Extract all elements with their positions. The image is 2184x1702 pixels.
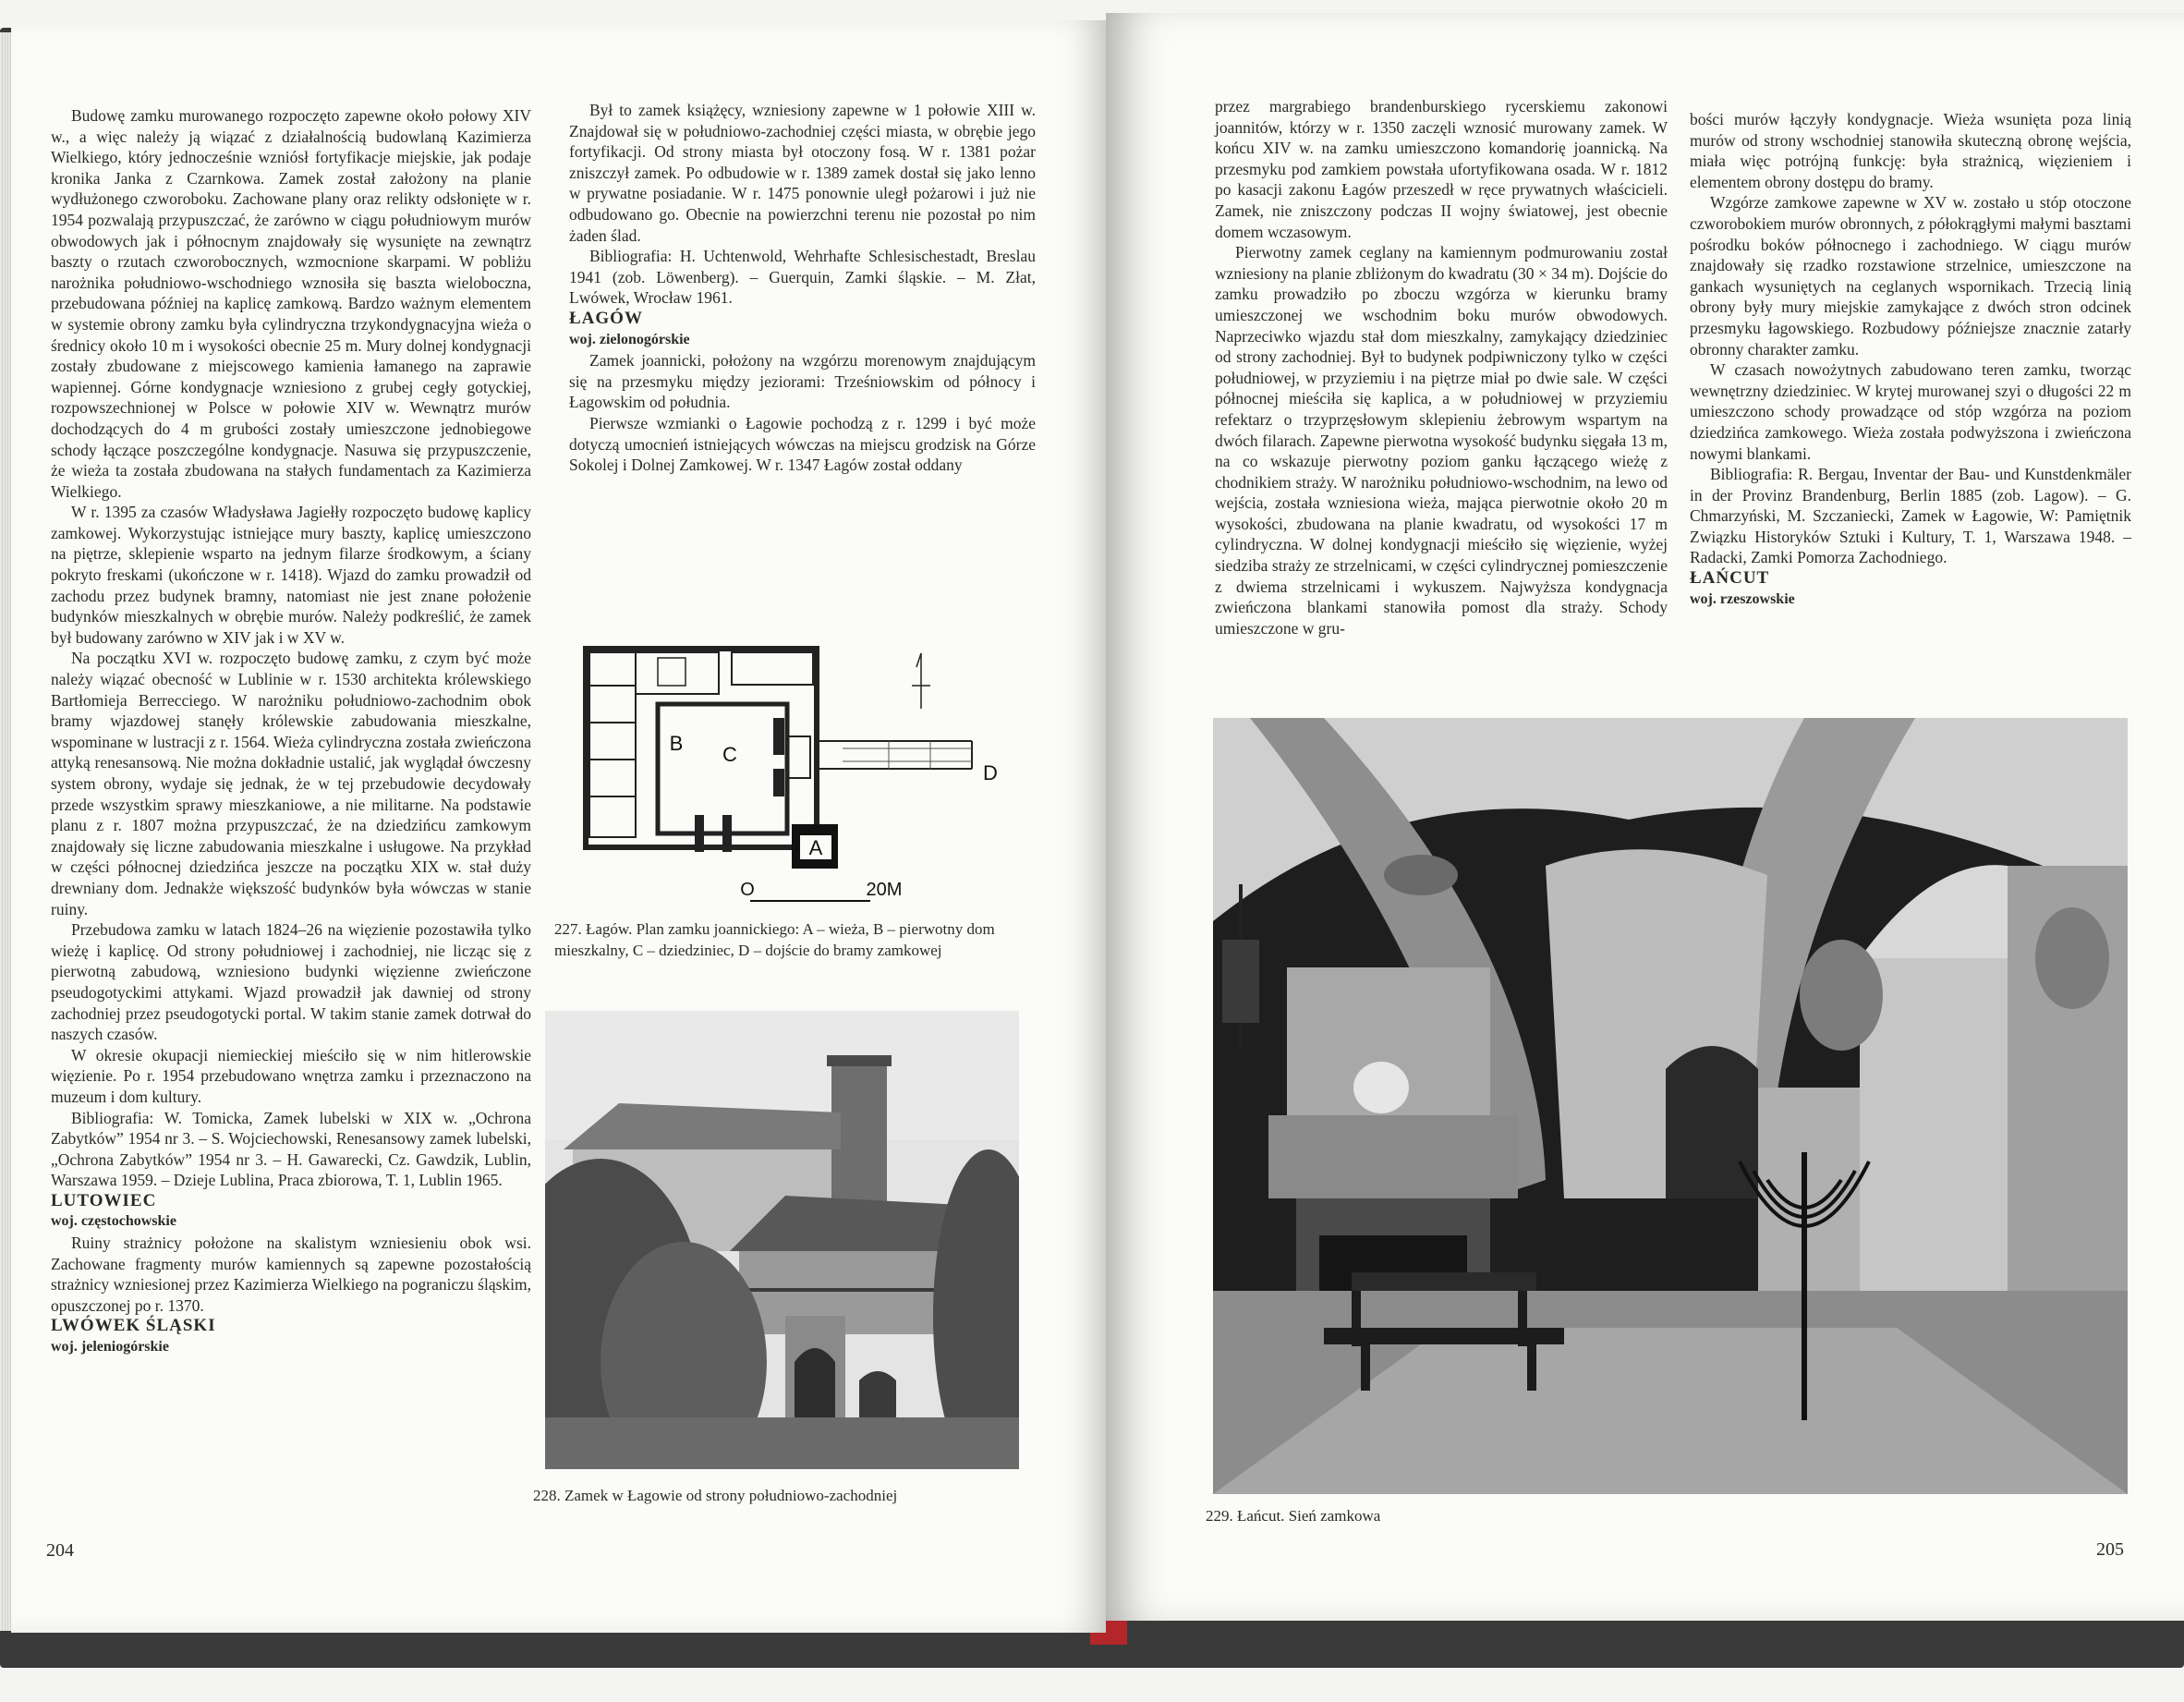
right-page-column-2: [1690, 109, 2131, 610]
scale-label: 20M: [866, 880, 903, 900]
figure-caption-228: 228. Zamek w Łagowie od strony południowo-zachodniej: [533, 1487, 898, 1504]
paragraph: Pierwotny zamek ceglany na kamiennym podmurowaniu został wzniesiony na planie zbliżonym do kwadratu (30 × 34 m). Dojście do zamku prowadziło po zboczu wzgórza w kierunku bramy umieszczonej we wschodnim boku murów obwodowych. Naprzeciwko wjazdu stał dom mieszkalny, zamykający dziedziniec od strony zachodniej. Był to budynek podpiwniczony tylko w części południowej, w przyziemiu i na piętrze miał po dwie sale. W części północnej mieściła się kaplica, a w południowej w przyziemiu refektarz o trzyprzęsłowym sklepieniu żebrowym wspartym na dwóch filarach. Zapewne pierwotna wysokość budynku sięgała 13 m, na co wskazuje pierwotny poziom ganku łączącego wieżę z chodnikiem straży. W narożniku południowo-wschodnim, na lewo od wejścia, została wzniesiona wieża, mająca pierwotnie około 20 m wysokości, zbudowana na planie kwadratu, od wysokości 17 m cylindryczna. W dolnej kondygnacji mieściło się więzienie, wyżej siedziba straży ze strzelnicami, w części cylindrycznej pomieszczenie z dwiema strzelnicami i wykuszem. Najwyższa kondygnacja zwieńczona blankami stanowiła pomost dla straży. Schody umieszczone w gru-: [1215, 243, 1668, 638]
paragraph: Przebudowa zamku w latach 1824–26 na więzienie pozostawiła tylko wieżę i kaplicę. Od strony południowej i zachodniej, nie licząc się z pierwotną zabudową, wzniesiono budynki więzienne zwieńczone pseudogotyckimi attykami. Wjazd prowadził jak dawniej od strony zachodniej przez pseudogotycki portal. W takim stanie zamek dotrwał do naszych czasów.: [51, 920, 531, 1044]
right-page: [1106, 13, 2184, 1621]
paragraph: Wzgórze zamkowe zapewne w XV w. zostało u stóp otoczone czworobokiem murów obronnych, z półokrągłymi małymi basztami pośrodku boków północnego i zachodniego. W ciągu murów znajdowały się rzadko rozstawione strzelnice, umieszczone na gankach wysuniętych na ceglanych wspornikach. Trzecią linią obrony były mury miejskie zamykające z dwóch stron odcinek przesmyku łagowskiego. Rozbudowy późniejsze znacznie zatarły obronny charakter zamku.: [1690, 193, 2131, 359]
entry-heading-lancut: ŁAŃCUT: [1690, 568, 1770, 589]
left-page-column-1: [51, 105, 531, 1358]
paragraph: bości murów łączyły kondygnacje. Wieża wsunięta poza linią murów od strony wschodniej stanowiła skuteczną obronę wejścia, miała więc potrójną funkcję: była strażnicą, więzieniem i elementem obrony dostępu do bramy.: [1690, 110, 2131, 191]
photo-lancut-hall: [1213, 718, 2128, 1494]
paragraph: W czasach nowożytnych zabudowano teren zamku, tworząc wewnętrzny dziedziniec. W krytej murowanej szyi o długości 22 m umieszczono schody prowadzące od stóp wzgórza na poziom dziedzińca zamkowego. Wieża została podwyższona i zwieńczona nowymi blankami.: [1690, 360, 2131, 463]
figure-caption-227: 227. Łagów. Plan zamku joannickiego: A – wieża, B – pierwotny dom mieszkalny, C – dziedziniec, D – dojście do bramy zamkowej: [554, 920, 995, 959]
paragraph: W r. 1395 za czasów Władysława Jagiełły rozpoczęto budowę kaplicy zamkowej. Wykorzystując istniejące mury baszty, kaplicę umieszczono na piętrze, sklepienie wsparto na jednym filarze środkowym, a ściany pokryto freskami (ukończone w r. 1418). Wjazd do zamku prowadził od zachodu przez budynek bramny, natomiast nie jest znane położenie budynków mieszkalnych w obrębie murów. Należy podkreślić, że zamek był budowany zarówno w XIV jak i w XV w.: [51, 503, 531, 647]
entry-subheading: woj. zielonogórskie: [569, 331, 690, 347]
page-number-right: 205: [2096, 1539, 2124, 1560]
castle-floor-plan: [565, 630, 1027, 907]
left-page: [11, 20, 1106, 1633]
plan-label-b: B: [669, 732, 684, 755]
entry-subheading: woj. jeleniogórskie: [51, 1339, 169, 1356]
paragraph: Na początku XVI w. rozpoczęto budowę zamku, z czym być może należy wiązać obecność w Lublinie w r. 1530 architekta królewskiego Bartłomieja Berrecciego. W narożniku południowo-zachodnim obok bramy wjazdowej stanęły królewskie zabudowania mieszkalne, wspominane w lustracji z r. 1564. Wieża cylindryczna została zwieńczona attyką renesansową. Nie można dokładnie ustalić, jak wyglądał ówczesny system obrony, wydaje się jednak, że w tej przebudowie decydowały przede wszystkim sprawy mieszkaniowe, a nie militarne. Na podstawie planu z r. 1807 można przypuszczać, że na dziedzińcu zamkowym znajdowały się liczne zabudowania mieszkalne i usługowe. Na przykład w części północnej dziedzińca jeszcze na początku XIX w. stał duży drewniany dom. Jednakże większość budynków była wówczas w stanie ruiny.: [51, 649, 531, 918]
bibliography: Bibliografia: W. Tomicka, Zamek lubelski w XIX w. „Ochrona Zabytków” 1954 nr 3. – S. Wojciechowski, Renesansowy zamek lubelski, „Ochrona Zabytków” 1954 nr 3. – H. Gawarecki, Cz. Gawdzik, Lublin, Warszawa 1959. – Dzieje Lublina, Praca zbiorowa, T. 1, Lublin 1965.: [51, 1108, 531, 1190]
paragraph: Ruiny strażnicy położone na skalistym wzniesieniu obok wsi. Zachowane fragmenty murów kamiennych są zapewne pozostałością strażnicy wzniesionej przez Kazimierza Wielkiego na pograniczu śląskim, opuszczonej po r. 1370.: [51, 1234, 531, 1315]
bibliography: Bibliografia: H. Uchtenwold, Wehrhafte Schlesischestadt, Breslau 1941 (zob. Löwenberg). – Guerquin, Zamki śląskie. – M. Złat, Lwówek, Wrocław 1961.: [569, 247, 1036, 308]
entry-heading-lwowek: LWÓWEK ŚLĄSKI: [51, 1316, 216, 1336]
paragraph: przez margrabiego brandenburskiego rycerskiemu zakonowi joannitów, którzy w r. 1350 zaczęli wznosić murowany zamek. W końcu XIV w. na zamku umieszczono komandorię joannicką. Na przesmyku pod zamkiem powstała ufortyfikowana osada. W r. 1812 po kasacji zakonu Łagów przeszedł w ręce prywatnych właścicieli. Zamek, nie zniszczony podczas II wojny światowej, jest obecnie domem wczasowym.: [1215, 97, 1668, 241]
scale-zero: O: [740, 880, 755, 900]
paragraph: Zamek joannicki, położony na wzgórzu morenowym znajdującym się na przesmyku między jeziorami: Trześniowskim od północy i Łagowskim od południa.: [569, 351, 1036, 412]
entry-heading-lutowiec: LUTOWIEC: [51, 1190, 157, 1210]
paragraph: W okresie okupacji niemieckiej mieściło się w nim hitlerowskie więzienie. Po r. 1954 przebudowano wnętrza zamku i przeznaczono na muzeum i dom kultury.: [51, 1045, 531, 1106]
page-number-left: 204: [46, 1540, 74, 1561]
entry-subheading: woj. rzeszowskie: [1690, 590, 1795, 607]
bibliography: Bibliografia: R. Bergau, Inventar der Bau- und Kunstdenkmäler in der Provinz Brandenburg, Berlin 1885 (zob. Lagow). – G. Chmarzyński, M. Szczaniecki, Zamek w Łagowie, W: Pamiętnik Związku Historyków Sztuki i Kultury, T. 1, Warszawa 1948. – Radacki, Zamki Pomorza Zachodniego.: [1690, 465, 2131, 567]
figure-caption-229: 229. Łańcut. Sień zamkowa: [1206, 1507, 1381, 1525]
plan-label-c: C: [722, 743, 737, 766]
right-page-column-1: [1215, 96, 1668, 638]
entry-subheading: woj. częstochowskie: [51, 1213, 176, 1230]
paragraph: Budowę zamku murowanego rozpoczęto zapewne około połowy XIV w., a więc należy ją wiązać z działalnością budowlaną Kazimierza Wielkiego, który jednocześnie wzniósł fortyfikacje miejskie, jak podaje kronika Janka z Czarnkowa. Zamek został założony na planie wydłużonego czworoboku. Zachowane plany oraz relikty odsłonięte w r. 1954 pozwalają przypuszczać, że zarówno w ciągu południowym murów obwodowych jak i północnym znajdowały się wysunięte na zewnątrz baszty o rzutach czworobocznych, wzmocnione skarpami. W pobliżu narożnika południowo-wschodniego wznosiła się baszta wieloboczna, przebudowana później na kaplicę zamkową. Bardzo ważnym elementem w systemie obrony zamku była cylindryczna trzykondygnacyjna wieża o średnicy około 10 m i wysokości obecnie 25 m. Mury dolnej kondygnacji zostały zbudowane z miejscowego kamienia łamanego na zaprawie wapiennej. Górne kondygnacje wzniesiono z grubej cegły gotyckiej, rozpowszechnionej w Polsce w połowie XIV w. Wewnątrz murów dochodzących do 4 m grubości zostały umieszczone jednobiegowe schody łączące poszczególne kondygnacje. Nasuwa się przypuszczenie, że wieża ta została zbudowana na stałych fundamentach za Kazimierza Wielkiego.: [51, 106, 531, 501]
paragraph: Pierwsze wzmianki o Łagowie pochodzą z r. 1299 i być może dotyczą umocnień istniejących wówczas na miejscu grodzisk na Górze Sokolej i Dolnej Zamkowej. W r. 1347 Łagów został oddany: [569, 413, 1036, 475]
plan-label-a: A: [808, 836, 823, 859]
left-page-column-2: [569, 100, 1036, 476]
plan-label-d: D: [983, 761, 998, 784]
paragraph: Był to zamek książęcy, wzniesiony zapewne w 1 połowie XIII w. Znajdował się w południowo-zachodniej części miasta, w obrębie jego fortyfikacji. Od strony miasta był otoczony fosą. W r. 1381 pożar zniszczył zamek. Po odbudowie w r. 1389 zamek dostał się jako lenno w prywatne posiadanie. W r. 1475 ponownie uległ pożarowi i już nie odbudowano go. Obecnie na powierzchni terenu nie pozostał po nim żaden ślad.: [569, 101, 1036, 245]
photo-lagow-castle: [545, 1011, 1019, 1469]
entry-heading-lagow: ŁAGÓW: [569, 308, 643, 328]
